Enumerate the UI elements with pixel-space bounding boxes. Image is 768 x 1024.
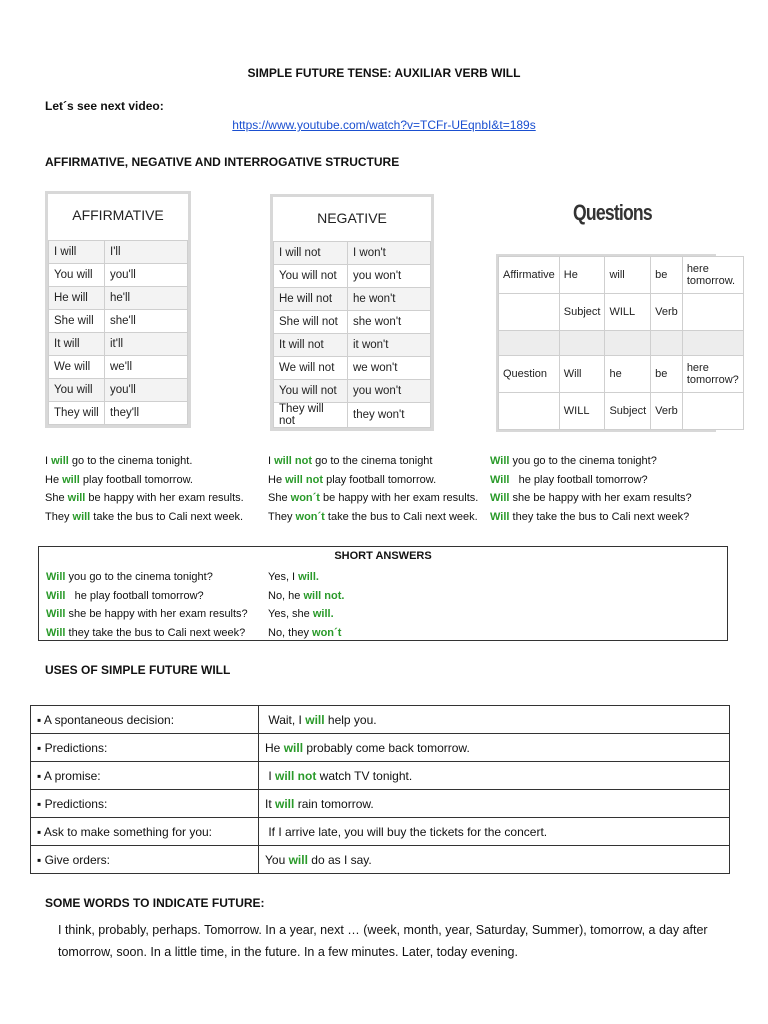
use-label: ▪ Predictions: [31, 734, 259, 762]
affirmative-table-title: AFFIRMATIVE [72, 207, 164, 223]
use-example [259, 818, 730, 846]
affirmative-cell: You will [49, 264, 105, 287]
will-keyword: won´t [295, 510, 325, 523]
use-example-text: Wait, I [265, 712, 306, 727]
example-sentence [490, 471, 692, 490]
negative-row [274, 380, 431, 403]
use-example-text: He [265, 740, 284, 755]
use-row [31, 818, 730, 846]
sentence-text: take the bus to Cali next week. [90, 510, 244, 523]
example-sentence [268, 508, 478, 527]
use-example [259, 846, 730, 874]
affirmative-row [49, 402, 188, 425]
use-example-text: I [265, 768, 276, 783]
questions-cell [651, 331, 683, 356]
affirmative-cell: We will [49, 356, 105, 379]
questions-cell: here tomorrow? [682, 356, 743, 393]
negative-examples [268, 452, 478, 526]
sentence-text: He [268, 473, 286, 486]
sentence-text: She [268, 492, 291, 504]
will-keyword: Will [46, 626, 66, 639]
negative-cell: It will not [274, 334, 348, 357]
negative-cell: He will not [274, 288, 348, 311]
question-text: they take the bus to Cali next week? [65, 626, 246, 639]
questions-cell: here tomorrow. [682, 257, 743, 294]
example-sentence [490, 452, 692, 471]
uses-table [30, 705, 730, 874]
negative-cell: You will not [274, 265, 348, 288]
affirmative-cell: He will [49, 287, 105, 310]
negative-rows [273, 241, 431, 428]
negative-cell: she won't [348, 311, 431, 334]
will-keyword: won´t [290, 492, 320, 504]
questions-row [499, 294, 744, 331]
will-keyword: will [298, 571, 316, 583]
short-answer-reply [268, 587, 344, 606]
affirmative-cell: they'll [105, 402, 188, 425]
use-example [259, 734, 730, 762]
will-keyword: won´t [312, 626, 342, 639]
sentence-text: he play football tomorrow? [509, 473, 648, 486]
negative-cell: you won't [348, 265, 431, 288]
sentence-text: they take the bus to Cali next week? [509, 510, 690, 523]
questions-cell: Question [499, 356, 560, 393]
questions-row [499, 257, 744, 294]
example-sentence [490, 489, 692, 508]
questions-cell [605, 331, 651, 356]
negative-row [274, 242, 431, 265]
questions-title: Questions [573, 200, 652, 225]
example-sentence [268, 489, 478, 508]
affirmative-cell: we'll [105, 356, 188, 379]
short-answer-row [46, 568, 344, 587]
will-keyword: will [275, 796, 295, 811]
affirmative-table [45, 191, 191, 428]
questions-cell: Verb [651, 294, 683, 331]
will-keyword: Will [490, 492, 510, 504]
affirmative-cell: You will [49, 379, 105, 402]
affirmative-cell: he'll [105, 287, 188, 310]
sentence-text: They [45, 510, 73, 523]
will-keyword: will not [275, 768, 317, 783]
will-keyword: Will [490, 473, 510, 486]
will-keyword: will not [285, 473, 324, 486]
use-example [259, 706, 730, 734]
affirmative-cell: you'll [105, 379, 188, 402]
short-answers-box [38, 546, 728, 641]
negative-cell: They will not [274, 403, 348, 428]
question-text: he play football tomorrow? [65, 589, 204, 602]
will-keyword: Will [46, 571, 66, 583]
sentence-text: play football tomorrow. [79, 473, 193, 486]
example-sentence [45, 452, 244, 471]
future-words-text: I think, probably, perhaps. Tomorrow. In a year, next … (week, month, year, Saturday, Summer), tomorrow, a day after tomorrow, soon. In a little time, in the future. In a few minutes. Later, today evening. [58, 923, 708, 959]
use-example-text: rain tomorrow. [294, 796, 374, 811]
sentence-text: They [268, 510, 296, 523]
questions-cell: Subject [605, 393, 651, 430]
affirmative-cell: It will [49, 333, 105, 356]
affirmative-examples [45, 452, 244, 526]
use-example-text: do as I say. [307, 852, 372, 867]
use-label: ▪ A spontaneous decision: [31, 706, 259, 734]
affirmative-row [49, 356, 188, 379]
question-examples [490, 452, 692, 526]
short-answer-row [46, 605, 344, 624]
answer-text: No, they [268, 626, 313, 639]
use-label: ▪ Predictions: [31, 790, 259, 818]
short-answer-reply [268, 624, 341, 643]
questions-cell: be [651, 257, 683, 294]
questions-table [496, 254, 739, 432]
questions-row [499, 331, 744, 356]
short-answer-row [46, 587, 344, 606]
will-keyword: Will [490, 510, 510, 523]
sentence-text: He [45, 473, 63, 486]
intro-text: Let´s see next video: [45, 99, 164, 113]
sentence-text: take the bus to Cali next week. [324, 510, 478, 523]
affirmative-cell: it'll [105, 333, 188, 356]
answer-text: No, he [268, 589, 304, 602]
negative-row [274, 265, 431, 288]
affirmative-row [49, 287, 188, 310]
use-row [31, 762, 730, 790]
sentence-text: be happy with her exam results. [85, 492, 244, 504]
affirmative-cell: she'll [105, 310, 188, 333]
sentence-text: go to the cinema tonight [312, 455, 433, 467]
negative-row [274, 334, 431, 357]
questions-cell: WILL [559, 393, 605, 430]
example-sentence [490, 508, 692, 527]
use-row [31, 706, 730, 734]
negative-row [274, 357, 431, 380]
affirmative-rows [48, 240, 188, 425]
will-keyword: will not [274, 455, 313, 467]
affirmative-cell: you'll [105, 264, 188, 287]
words-heading: SOME WORDS TO INDICATE FUTURE: [45, 896, 265, 910]
answer-text: . [341, 589, 345, 602]
affirmative-cell: They will [49, 402, 105, 425]
will-keyword: will not [303, 589, 342, 602]
will-keyword: will [67, 492, 86, 504]
questions-cell [499, 331, 560, 356]
use-row [31, 734, 730, 762]
negative-row [274, 403, 431, 428]
questions-row [499, 356, 744, 393]
negative-cell: they won't [348, 403, 431, 428]
use-row [31, 790, 730, 818]
will-keyword: will [283, 740, 304, 755]
affirmative-row [49, 379, 188, 402]
question-text: you go to the cinema tonight? [65, 571, 213, 583]
example-sentence [45, 508, 244, 527]
negative-cell: She will not [274, 311, 348, 334]
negative-table-title: NEGATIVE [317, 210, 387, 226]
questions-cell: will [605, 257, 651, 294]
answer-text: Yes, I [268, 571, 299, 583]
short-answer-reply [268, 568, 319, 587]
questions-cell: Subject [559, 294, 605, 331]
use-label: ▪ A promise: [31, 762, 259, 790]
sentence-text: I [45, 455, 52, 467]
negative-cell: it won't [348, 334, 431, 357]
use-example-text: You [265, 852, 289, 867]
questions-cell [559, 331, 605, 356]
use-example-text: watch TV tonight. [316, 768, 413, 783]
sentence-text: I [268, 455, 275, 467]
sentence-text: She [45, 492, 68, 504]
video-link[interactable]: https://www.youtube.com/watch?v=TCFr-UEqnbI&t=189s [232, 118, 536, 132]
will-keyword: will [62, 473, 80, 486]
short-answer-question [46, 568, 268, 587]
short-answer-question [46, 587, 268, 606]
questions-cell: be [651, 356, 683, 393]
affirmative-row [49, 241, 188, 264]
negative-table [270, 194, 434, 431]
affirmative-cell: I will [49, 241, 105, 264]
use-example [259, 790, 730, 818]
questions-cell: WILL [605, 294, 651, 331]
sentence-text: go to the cinema tonight. [68, 455, 193, 467]
structure-heading: AFFIRMATIVE, NEGATIVE AND INTERROGATIVE STRUCTURE [45, 155, 400, 169]
short-answers-title: SHORT ANSWERS [334, 550, 432, 562]
negative-row [274, 288, 431, 311]
negative-cell: you won't [348, 380, 431, 403]
will-keyword: will [288, 852, 308, 867]
sentence-text: you go to the cinema tonight? [509, 455, 657, 467]
example-sentence [268, 452, 478, 471]
sentence-text: be happy with her exam results. [319, 492, 479, 504]
questions-cell: Verb [651, 393, 683, 430]
answer-text: . [330, 608, 334, 620]
answer-text: Yes, she [268, 608, 313, 620]
questions-cell: He [559, 257, 605, 294]
questions-cell [682, 294, 743, 331]
questions-rows [498, 256, 744, 430]
short-answer-row [46, 624, 344, 643]
negative-cell: he won't [348, 288, 431, 311]
sentence-text: play football tomorrow. [323, 473, 437, 486]
will-keyword: will [312, 608, 331, 620]
use-example-text: help you. [324, 712, 377, 727]
short-answer-reply [268, 605, 334, 624]
use-example-text: It [265, 796, 276, 811]
use-row [31, 846, 730, 874]
questions-cell: he [605, 356, 651, 393]
sentence-text: she be happy with her exam results? [509, 492, 692, 504]
affirmative-cell: I'll [105, 241, 188, 264]
questions-cell [682, 393, 743, 430]
affirmative-row [49, 310, 188, 333]
question-text: she be happy with her exam results? [65, 608, 248, 620]
short-answer-question [46, 624, 268, 643]
questions-cell [499, 294, 560, 331]
example-sentence [45, 471, 244, 490]
questions-cell [499, 393, 560, 430]
example-sentence [268, 471, 478, 490]
affirmative-row [49, 333, 188, 356]
negative-cell: I won't [348, 242, 431, 265]
negative-cell: I will not [274, 242, 348, 265]
will-keyword: will [305, 712, 325, 727]
example-sentence [45, 489, 244, 508]
use-label: ▪ Ask to make something for you: [31, 818, 259, 846]
use-example-text: probably come back tomorrow. [303, 740, 470, 755]
use-example-text: If I arrive late, you will buy the tickets for the concert. [265, 824, 548, 839]
negative-cell: we won't [348, 357, 431, 380]
use-label: ▪ Give orders: [31, 846, 259, 874]
will-keyword: Will [46, 589, 66, 602]
negative-cell: We will not [274, 357, 348, 380]
will-keyword: Will [46, 608, 66, 620]
short-answers-list [46, 568, 344, 642]
will-keyword: Will [490, 455, 510, 467]
use-example [259, 762, 730, 790]
uses-heading: USES OF SIMPLE FUTURE WILL [45, 663, 231, 677]
page-title: SIMPLE FUTURE TENSE: AUXILIAR VERB WILL [247, 66, 521, 80]
will-keyword: will [51, 455, 69, 467]
short-answer-question [46, 605, 268, 624]
questions-cell: Will [559, 356, 605, 393]
negative-cell: You will not [274, 380, 348, 403]
questions-cell: Affirmative [499, 257, 560, 294]
negative-row [274, 311, 431, 334]
will-keyword: will [72, 510, 91, 523]
affirmative-cell: She will [49, 310, 105, 333]
affirmative-row [49, 264, 188, 287]
questions-row [499, 393, 744, 430]
answer-text: . [315, 571, 319, 583]
questions-cell [682, 331, 743, 356]
